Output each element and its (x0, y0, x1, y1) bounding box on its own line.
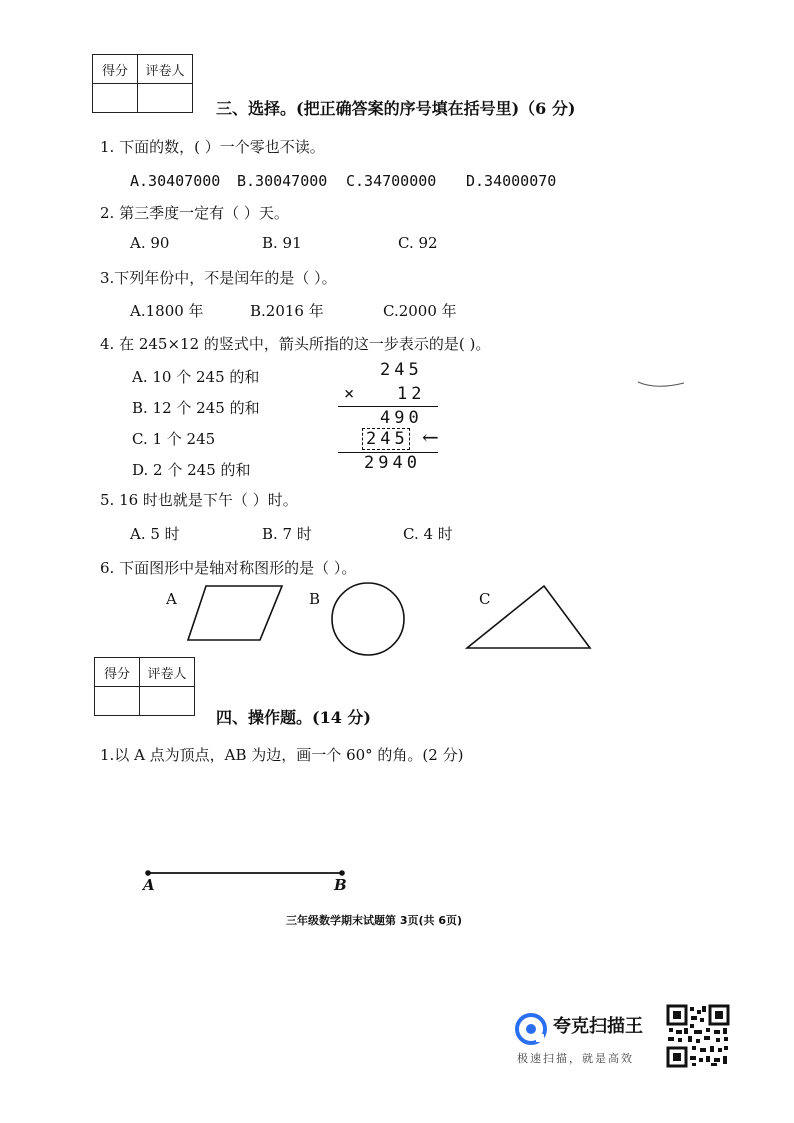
q1-stem: 1. 下面的数，( ）一个零也不读。 (100, 138, 325, 156)
shape-label-b: B (309, 590, 321, 608)
triangle-shape (467, 586, 590, 648)
calc-multiplicand: 245 (380, 360, 423, 380)
q1-option-b: B.30047000 (237, 172, 328, 190)
grader-label: 评卷人 (138, 55, 193, 84)
point-b-label: B (334, 876, 347, 894)
shape-label-c: C (479, 590, 491, 608)
calc-line-1 (338, 406, 438, 407)
section4-title: 四、操作题。(14 分) (216, 708, 371, 727)
q6-shapes (180, 580, 600, 660)
q4-option-b: B. 12 个 245 的和 (132, 399, 260, 417)
circle-shape (332, 583, 404, 655)
q5-option-a: A. 5 时 (130, 525, 180, 543)
q4-option-a: A. 10 个 245 的和 (132, 368, 260, 386)
q2-stem: 2. 第三季度一定有（ ）天。 (100, 204, 289, 222)
q3-option-a: A.1800 年 (130, 302, 204, 320)
q1-option-c: C.34700000 (346, 172, 437, 190)
q1-option-d: D.34000070 (466, 172, 557, 190)
segment-ab (140, 866, 360, 880)
calc-multiplier: 12 (397, 384, 426, 404)
s4-q1-stem: 1.以 A 点为顶点，AB 为边，画一个 60° 的角。(2 分) (100, 746, 464, 764)
score-cell[interactable] (95, 687, 140, 716)
score-cell[interactable] (93, 84, 138, 113)
q2-option-a: A. 90 (130, 234, 170, 252)
arrow-left-icon: ← (422, 425, 439, 449)
q4-option-c: C. 1 个 245 (132, 430, 216, 448)
scan-mark (636, 378, 688, 390)
grader-cell[interactable] (138, 84, 193, 113)
q3-option-c: C.2000 年 (383, 302, 457, 320)
grader-cell[interactable] (140, 687, 195, 716)
q3-stem: 3.下列年份中，不是闰年的是（ ）。 (100, 269, 337, 287)
score-label: 得分 (95, 658, 140, 687)
scanner-brand: 夸克扫描王 (553, 1016, 643, 1037)
scanner-slogan: 极速扫描，就是高效 (517, 1052, 634, 1065)
page-footer: 三年级数学期末试题第 3页(共 6页) (286, 914, 463, 927)
q5-stem: 5. 16 时也就是下午（ ）时。 (100, 491, 298, 509)
q6-stem: 6. 下面图形中是轴对称图形的是（ ）。 (100, 559, 357, 577)
score-box-section4 (94, 657, 195, 716)
q2-option-b: B. 91 (262, 234, 302, 252)
score-label: 得分 (93, 55, 138, 84)
shape-label-a: A (166, 590, 177, 608)
q4-stem: 4. 在 245×12 的竖式中，箭头所指的这一步表示的是( )。 (100, 335, 491, 353)
parallelogram-shape (188, 586, 282, 640)
q2-option-c: C. 92 (398, 234, 438, 252)
calc-times-sign: × (344, 384, 359, 404)
calc-partial-2-dashed-box: 245 (362, 428, 410, 450)
q4-option-d: D. 2 个 245 的和 (132, 461, 251, 479)
q5-option-c: C. 4 时 (403, 525, 453, 543)
scanner-logo-icon (514, 1012, 548, 1046)
calc-partial-1: 490 (380, 408, 423, 428)
calc-result: 2940 (364, 453, 421, 473)
grader-label: 评卷人 (140, 658, 195, 687)
q3-option-b: B.2016 年 (250, 302, 324, 320)
point-a-label: A (143, 876, 155, 894)
qr-code-icon (666, 1004, 730, 1068)
score-box-section3 (92, 54, 193, 113)
q1-option-a: A.30407000 (130, 172, 221, 190)
q5-option-b: B. 7 时 (262, 525, 312, 543)
section3-title: 三、选择。(把正确答案的序号填在括号里)（6 分) (216, 99, 576, 118)
